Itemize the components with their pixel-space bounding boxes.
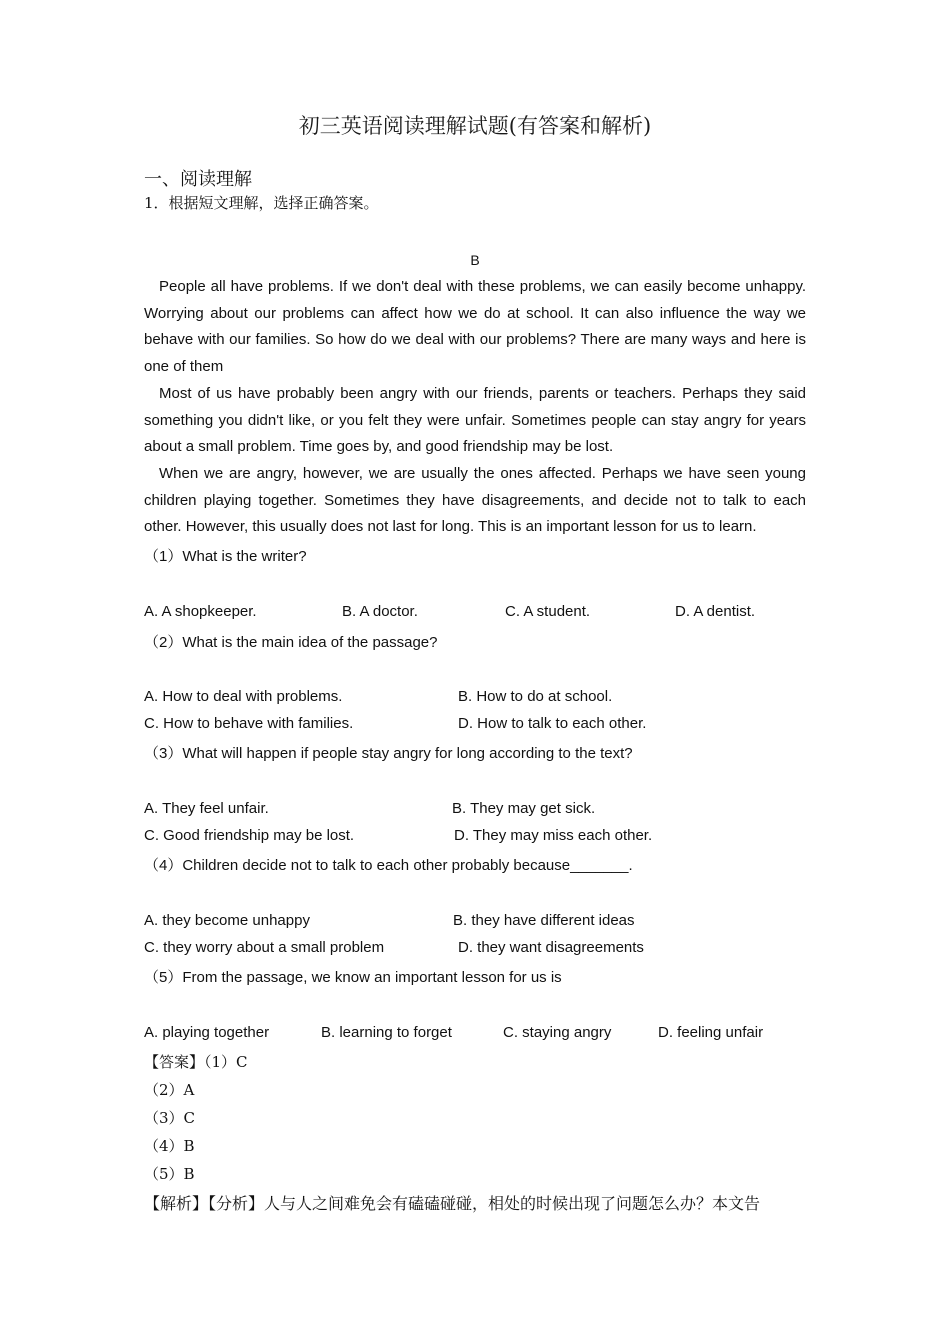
answers-row-1 bbox=[144, 1051, 248, 1072]
section-heading: 一、阅读理解 bbox=[144, 169, 252, 190]
question-3-option-d: D. They may miss each other. bbox=[454, 827, 653, 844]
answer-2: （2）A bbox=[144, 1081, 195, 1099]
passage-paragraph-2: Most of us have probably been angry with our friends, parents or teachers. Perhaps they said something you didn't like, or you felt they were unfair. Sometimes people can stay angry for years about a small problem. Time goes by, and good friendship may be lost. bbox=[144, 385, 806, 456]
question-3-stem: （3）What will happen if people stay angry for long according to the text? bbox=[144, 745, 633, 762]
passage-paragraph-3: When we are angry, however, we are usually the ones affected. Perhaps we have seen young children playing together. Sometimes they have disagreements, and decide not to talk to each other. However, this usually does not last for long. This is an important lesson for us to learn. bbox=[144, 465, 806, 536]
question-intro: 1．根据短文理解，选择正确答案。 bbox=[144, 194, 379, 212]
question-4-stem: （4）Children decide not to talk to each other probably because_______. bbox=[144, 857, 633, 874]
question-2-option-d: D. How to talk to each other. bbox=[458, 715, 647, 732]
question-3-option-b: B. They may get sick. bbox=[452, 800, 596, 817]
question-5-option-b: B. learning to forget bbox=[321, 1024, 452, 1041]
question-4-option-c: C. they worry about a small problem bbox=[144, 939, 385, 956]
question-5-option-a: A. playing together bbox=[144, 1024, 270, 1041]
page-title: 初三英语阅读理解试题(有答案和解析) bbox=[298, 114, 652, 138]
passage-label: B bbox=[470, 252, 480, 268]
answer-4: （4）B bbox=[144, 1137, 195, 1155]
question-5-stem: （5）From the passage, we know an important lesson for us is bbox=[144, 969, 562, 986]
analysis-text: 【解析】【分析】人与人之间难免会有磕磕碰碰，相处的时候出现了问题怎么办？本文告 bbox=[144, 1194, 761, 1213]
question-4-option-d: D. they want disagreements bbox=[458, 939, 644, 956]
answer-5: （5）B bbox=[144, 1165, 195, 1183]
question-1-option-b: B. A doctor. bbox=[342, 603, 418, 620]
answer-1: （1）C bbox=[204, 1053, 248, 1071]
question-5-option-d: D. feeling unfair bbox=[658, 1024, 764, 1041]
question-1-option-c: C. A student. bbox=[505, 603, 591, 620]
question-2-stem: （2）What is the main idea of the passage? bbox=[144, 634, 438, 651]
question-5-option-c: C. staying angry bbox=[503, 1024, 612, 1041]
question-2-option-a: A. How to deal with problems. bbox=[144, 688, 343, 705]
question-2-option-c: C. How to behave with families. bbox=[144, 715, 354, 732]
question-4-option-b: B. they have different ideas bbox=[453, 912, 635, 929]
answers-label: 【答案】 bbox=[144, 1053, 205, 1071]
question-4-option-a: A. they become unhappy bbox=[144, 912, 310, 929]
answer-3: （3）C bbox=[144, 1109, 196, 1127]
passage-paragraph-1: People all have problems. If we don't deal with these problems, we can easily become unhappy. Worrying about our problems can affect how we do at school. It can also influence the way we behave with our families. So how do we deal with our problems? There are many ways and here is one of them bbox=[144, 278, 806, 376]
question-3-option-a: A. They feel unfair. bbox=[144, 800, 269, 817]
question-1-option-d: D. A dentist. bbox=[675, 603, 756, 620]
question-3-option-c: C. Good friendship may be lost. bbox=[144, 827, 355, 844]
question-1-option-a: A. A shopkeeper. bbox=[144, 603, 257, 620]
question-2-option-b: B. How to do at school. bbox=[458, 688, 613, 705]
question-1-stem: （1）What is the writer? bbox=[144, 548, 307, 565]
